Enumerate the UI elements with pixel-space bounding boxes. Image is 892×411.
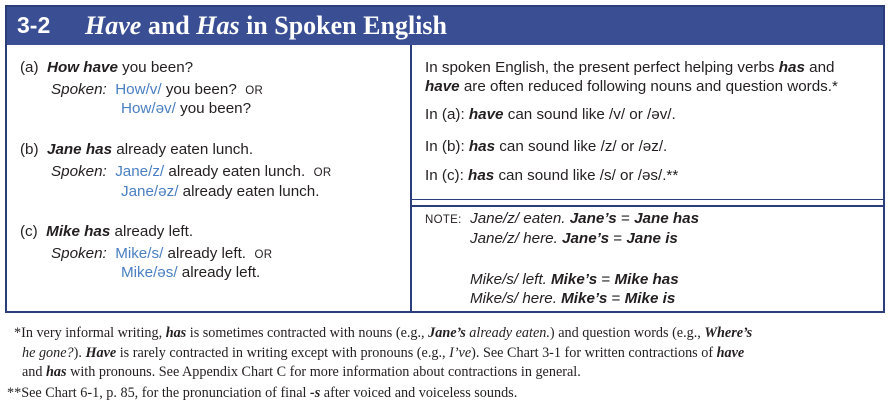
footnote-1-line-1: *In very informal writing, has is sometimes contracted with nouns (e.g., Jane’s already eaten.) and question words (e.g., Where’s bbox=[14, 325, 753, 341]
footnote-1-line-3: and has with pronouns. See Appendix Chart C for more information about contractions in general. bbox=[22, 364, 581, 380]
example-a-spoken-2 bbox=[121, 100, 251, 118]
title-word-rest: in Spoken English bbox=[246, 11, 447, 40]
example-a bbox=[20, 59, 193, 77]
grammar-chart bbox=[5, 5, 885, 313]
note-divider bbox=[412, 205, 883, 207]
footnote-1-line-2: he gone?). Have is rarely contracted in writing except with pronouns (e.g., I’ve). See Chart 3-1 for written contractions of have bbox=[22, 345, 745, 361]
title-word-has: Has bbox=[196, 11, 240, 40]
title-word-have: Have bbox=[85, 11, 142, 40]
note-line-3: Mike/s/ left. Mike’s = Mike has bbox=[470, 271, 679, 288]
or-label: OR bbox=[313, 167, 332, 179]
spoken-rest: already eaten lunch. bbox=[164, 163, 306, 180]
explanation-intro-1: In spoken English, the present perfect helping verbs has and bbox=[425, 59, 835, 76]
reduced-form: How/əv/ bbox=[121, 100, 176, 117]
example-c bbox=[20, 223, 193, 241]
explanation-b: In (b): has can sound like /z/ or /əz/. bbox=[425, 138, 668, 155]
spoken-rest: already left. bbox=[163, 245, 247, 262]
example-rest: already left. bbox=[110, 223, 194, 240]
note-label: NOTE: bbox=[425, 214, 462, 226]
reduced-form: Mike/s/ bbox=[115, 245, 164, 262]
example-marker: (c) bbox=[20, 223, 38, 240]
example-marker: (a) bbox=[20, 59, 39, 76]
note-line-4: Mike/s/ here. Mike’s = Mike is bbox=[470, 290, 676, 307]
example-bold: Mike has bbox=[46, 223, 111, 240]
chart-title-bar bbox=[7, 7, 883, 45]
example-b bbox=[20, 141, 253, 159]
example-c-spoken-1 bbox=[51, 245, 272, 264]
example-rest: you been? bbox=[117, 59, 194, 76]
note-divider-top bbox=[412, 199, 883, 200]
example-rest: already eaten lunch. bbox=[112, 141, 254, 158]
note-line-2: Jane/z/ here. Jane’s = Jane is bbox=[470, 230, 678, 247]
example-a-spoken-1 bbox=[51, 81, 263, 100]
or-label: OR bbox=[254, 249, 273, 261]
example-c-spoken-2 bbox=[121, 264, 260, 282]
example-bold: Jane has bbox=[47, 141, 113, 158]
explanation-a: In (a): have can sound like /v/ or /əv/. bbox=[425, 106, 676, 123]
example-b-spoken-1 bbox=[51, 163, 331, 182]
reduced-form: Mike/əs/ bbox=[121, 264, 178, 281]
spoken-rest: already left. bbox=[177, 264, 261, 281]
spoken-label: Spoken: bbox=[51, 163, 107, 180]
explanation-intro-2: have are often reduced following nouns and question words.* bbox=[425, 78, 838, 95]
or-label: OR bbox=[245, 85, 264, 97]
title-word-and: and bbox=[147, 11, 190, 40]
reduced-form: Jane/əz/ bbox=[121, 183, 179, 200]
example-b-spoken-2 bbox=[121, 183, 319, 201]
example-marker: (b) bbox=[20, 141, 39, 158]
footnote-2: **See Chart 6-1, p. 85, for the pronunciation of final -s after voiced and voiceless sounds. bbox=[7, 385, 518, 401]
spoken-label: Spoken: bbox=[51, 245, 107, 262]
note-line-1: NOTE: Jane/z/ eaten. Jane’s = Jane has bbox=[425, 210, 700, 227]
reduced-form: Jane/z/ bbox=[115, 163, 165, 180]
example-bold: How have bbox=[47, 59, 118, 76]
spoken-rest: you been? bbox=[175, 100, 252, 117]
chart-title bbox=[85, 11, 447, 41]
reduced-form: How/v/ bbox=[115, 81, 162, 98]
spoken-rest: already eaten lunch. bbox=[178, 183, 320, 200]
column-divider bbox=[410, 45, 412, 311]
chart-number: 3-2 bbox=[17, 12, 51, 38]
spoken-rest: you been? bbox=[161, 81, 237, 98]
explanation-c: In (c): has can sound like /s/ or /əs/.** bbox=[425, 167, 679, 184]
spoken-label: Spoken: bbox=[51, 81, 107, 98]
